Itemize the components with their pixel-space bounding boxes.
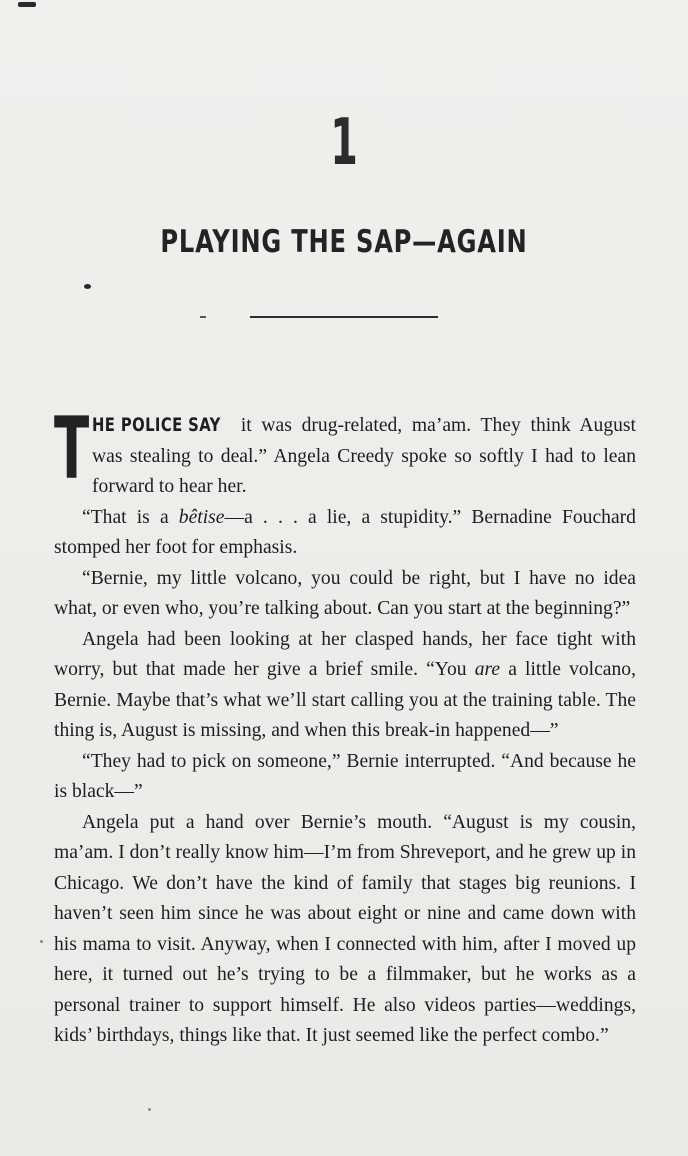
paragraph-6: Angela put a hand over Bernie’s mouth. “August is my cousin, ma’am. I don’t really know him—I’m from Shreveport, and he grew up in Chicago. We don’t have the kind of family that stages big reunions. I haven’t seen him since he was about eight or nine and came down with his mama to visit. Anyway, when I connected with him, after I moved up here, it turned out he’s trying to be a filmmaker, but he works as a personal trainer to support himself. He also videos parties—weddings, kids’ birthdays, things like that. It just seemed like the perfect combo.” <box>54 811 636 1046</box>
paragraph-text: it was drug-related, ma’am. They think August was stealing to deal.” Angela Creedy spoke so softly I had to lean forward to hear her. <box>92 415 636 497</box>
page-edge-mark <box>18 2 36 7</box>
chapter-body <box>54 399 636 1052</box>
ink-dash <box>200 316 206 318</box>
ink-speck <box>148 1108 151 1111</box>
ink-speck <box>40 940 43 943</box>
paragraph-text: “That is a <box>82 506 179 528</box>
paragraph-4 <box>54 625 636 747</box>
paragraph-3: “Bernie, my little volcano, you could be right, but I have no idea what, or even who, you’re talking about. Can you start at the beginning?” <box>54 567 636 619</box>
lead-in-smallcaps: HE POLICE SAY <box>92 414 221 436</box>
paragraph-text: Angela had been looking at her clasped hands, her face tight with worry, but that made her give a brief smile. “You <box>54 628 636 680</box>
italic-word: bêtise <box>178 506 225 528</box>
paragraph-5: “They had to pick on someone,” Bernie interrupted. “And because he is black—” <box>54 750 636 802</box>
chapter-title: PLAYING THE SAP—AGAIN <box>160 224 528 260</box>
paragraph-text: —a . . . a lie, a stupidity.” Bernadine Fouchard stomped her foot for emphasis. <box>54 506 636 558</box>
paragraph-2 <box>54 503 636 564</box>
drop-cap: T <box>54 399 90 499</box>
paragraph-text: a little volcano, Bernie. Maybe that’s what we’ll start calling you at the training table. The thing is, August is missing, and when this break-in happened—” <box>54 659 636 741</box>
ink-speck <box>84 284 91 289</box>
chapter-rule <box>250 316 438 318</box>
chapter-number: 1 <box>330 106 358 180</box>
paragraph-1 <box>54 399 636 503</box>
italic-word: are <box>474 659 501 680</box>
